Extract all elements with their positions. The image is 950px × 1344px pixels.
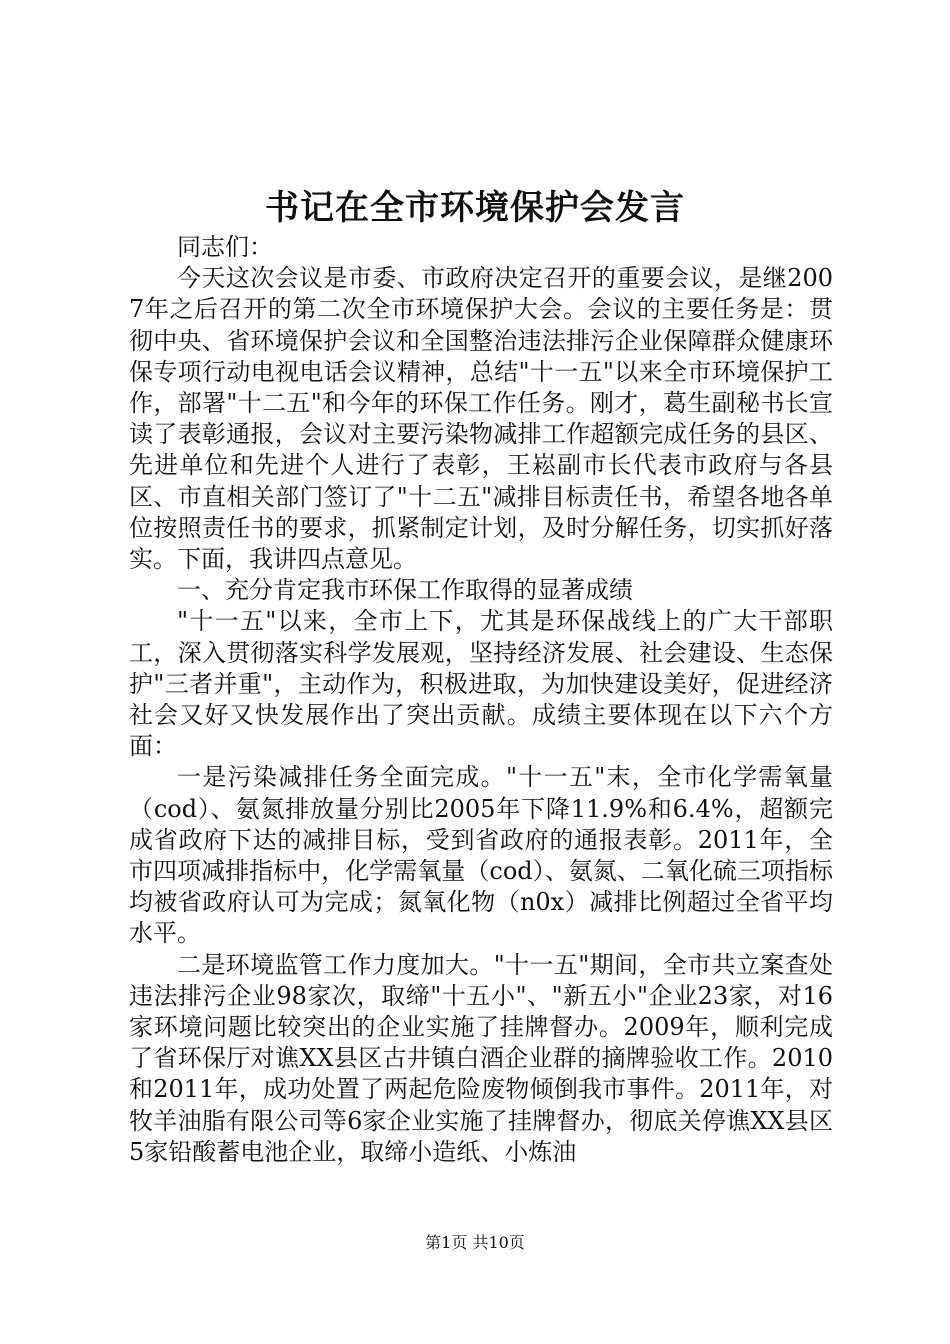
document-body xyxy=(129,232,833,1168)
document-title: 书记在全市环境保护会发言 xyxy=(265,188,685,228)
supervision-paragraph: 二是环境监管工作力度加大。"十一五"期间，全市共立案查处违法排污企业98家次，取缔"十五小"、"新五小"企业23家，对16家环境问题比较突出的企业实施了挂牌督办。2009年，顺利完成了省环保厅对谯XX县区古井镇白酒企业群的摘牌验收工作。2010和2011年，成功处置了两起危险废物倾倒我市事件。2011年，对牧羊油脂有限公司等6家企业实施了挂牌督办，彻底关停谯XX县区5家铅酸蓄电池企业，取缔小造纸、小炼油 xyxy=(129,950,833,1166)
section-heading: 一、充分肯定我市环保工作取得的显著成绩 xyxy=(177,576,633,605)
salutation-paragraph: 同志们： xyxy=(177,233,273,261)
page-number-footer: 第1页 共10页 xyxy=(425,1233,525,1252)
intro-paragraph: 今天这次会议是市委、市政府决定召开的重要会议，是继2007年之后召开的第二次全市环境保护大会。会议的主要任务是：贯彻中央、省环境保护会议和全国整治违法排污企业保障群众健康环保专项行动电视电话会议精神，总结"十一五"以来全市环境保护工作，部署"十二五"和今年的环保工作任务。刚才，葛生副秘书长宣读了表彰通报，会议对主要污染物减排工作超额完成任务的县区、先进单位和先进个人进行了表彰，王崧副市长代表市政府与各县区、市直相关部门签订了"十二五"减排目标责任书，希望各地各单位按照责任书的要求，抓紧制定计划，及时分解任务，切实抓好落实。下面，我讲四点意见。 xyxy=(129,264,833,574)
achievements-paragraph: "十一五"以来，全市上下，尤其是环保战线上的广大干部职工，深入贯彻落实科学发展观，坚持经济发展、社会建设、生态保护"三者并重"，主动作为，积极进取，为加快建设美好，促进经济社会又好又快发展作出了突出贡献。成绩主要体现在以下六个方面： xyxy=(129,607,833,761)
emission-reduction-paragraph: 一是污染减排任务全面完成。"十一五"末，全市化学需氧量（cod）、氨氮排放量分别比2005年下降11.9%和6.4%，超额完成省政府下达的减排目标，受到省政府的通报表彰。2011年，全市四项减排指标中，化学需氧量（cod）、氨氮、二氧化硫三项指标均被省政府认可为完成；氮氧化物（n0x）减排比例超过全省平均水平。 xyxy=(129,763,833,948)
